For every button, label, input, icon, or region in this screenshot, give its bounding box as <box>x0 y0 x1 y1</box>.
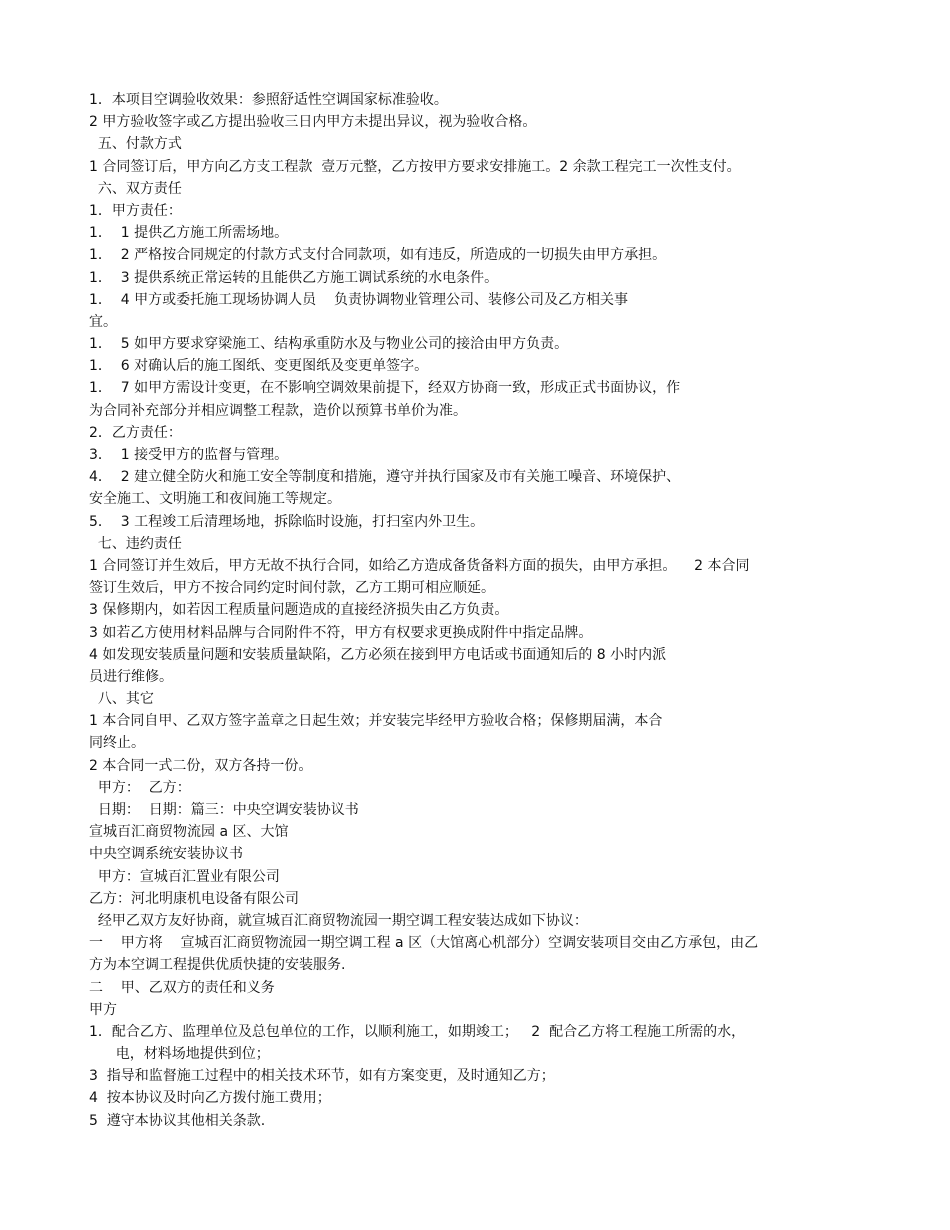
document-line: 一 甲方将 宣城百汇商贸物流园一期空调工程 a 区（大馆离心机部分）空调安装项目交由乙方承包，由乙 <box>89 935 759 952</box>
document-line: 宣城百汇商贸物流园 a 区、大馆 <box>89 824 289 841</box>
document-line: 甲方：宣城百汇置业有限公司 <box>89 868 280 885</box>
document-line: 2 本合同一式二份，双方各持一份。 <box>89 757 313 774</box>
document-line: 1．本项目空调验收效果：参照舒适性空调国家标准验收。 <box>89 92 448 108</box>
document-line: 4 按本协议及时向乙方拨付施工费用； <box>89 1090 331 1107</box>
document-line: 乙方：河北明康机电设备有限公司 <box>89 890 299 907</box>
document-line: 1．甲方责任： <box>89 202 182 219</box>
document-line: 5． 3 工程竣工后清理场地，拆除临时设施，打扫室内外卫生。 <box>89 513 485 530</box>
document-line: 宜。 <box>89 313 117 330</box>
document-line: 甲方： 乙方： <box>89 779 191 796</box>
document-line: 5 遵守本协议其他相关条款. <box>89 1112 266 1129</box>
document-line: 六、双方责任 <box>89 180 182 197</box>
document-line: 1． 4 甲方或委托施工现场协调人员 负责协调物业管理公司、装修公司及乙方相关事 <box>89 291 628 308</box>
document-line: 4 如发现安装质量问题和安装质量缺陷，乙方必须在接到甲方电话或书面通知后的 8 小时内派 <box>89 646 667 663</box>
document-line: 1 合同签订后，甲方向乙方支工程款 壹万元整，乙方按甲方要求安排施工。2 余款工程完工一次性支付。 <box>89 158 741 175</box>
document-line: 1． 3 提供系统正常运转的且能供乙方施工调试系统的水电条件。 <box>89 269 499 286</box>
document-line: 1．配合乙方、监理单位及总包单位的工作，以顺利施工，如期竣工； 2 配合乙方将工程施工所需的水， <box>89 1023 746 1040</box>
document-line: 3 指导和监督施工过程中的相关技术环节，如有方案变更，及时通知乙方； <box>89 1068 555 1085</box>
document-line: 3 如若乙方使用材料品牌与合同附件不符，甲方有权要求更换成附件中指定品牌。 <box>89 624 593 641</box>
document-line: 3． 1 接受甲方的监督与管理。 <box>89 447 289 463</box>
document-line: 1． 2 严格按合同规定的付款方式支付合同款项，如有违反，所造成的一切损失由甲方承担。 <box>89 247 667 264</box>
document-line: 2．乙方责任： <box>89 424 182 441</box>
document-line: 4． 2 建立健全防火和施工安全等制度和措施，遵守并执行国家及市有关施工噪音、环境保护、 <box>89 469 681 486</box>
document-line: 1． 5 如甲方要求穿梁施工、结构承重防水及与物业公司的接洽由甲方负责。 <box>89 336 569 353</box>
document-line: 1． 1 提供乙方施工所需场地。 <box>89 225 289 242</box>
document-line: 签订生效后，甲方不按合同约定时间付款，乙方工期可相应顺延。 <box>89 580 495 597</box>
document-line: 1 本合同自甲、乙双方签字盖章之日起生效；并安装完毕经甲方验收合格；保修期届满，本合 <box>89 713 663 730</box>
document-line: 日期： 日期：篇三：中央空调安装协议书 <box>89 802 359 818</box>
document-line: 甲方 <box>89 1001 117 1018</box>
document-line: 1． 7 如甲方需设计变更，在不影响空调效果前提下，经双方协商一致，形成正式书面协议，作 <box>89 380 681 397</box>
document-line: 经甲乙双方友好协商，就宣城百汇商贸物流园一期空调工程安装达成如下协议： <box>89 912 588 929</box>
document-line: 同终止。 <box>89 735 145 752</box>
document-line: 七、违约责任 <box>89 535 182 552</box>
document-line: 安全施工、文明施工和夜间施工等规定。 <box>89 491 341 508</box>
document-line: 五、付款方式 <box>89 136 182 153</box>
document-line: 1． 6 对确认后的施工图纸、变更图纸及变更单签字。 <box>89 358 429 375</box>
document-body <box>89 89 890 1132</box>
document-line: 2 甲方验收签字或乙方提出验收三日内甲方未提出异议，视为验收合格。 <box>89 114 537 131</box>
document-line: 1 合同签订并生效后，甲方无故不执行合同，如给乙方造成备货备料方面的损失，由甲方承担。 2 本合同 <box>89 557 750 574</box>
document-line: 中央空调系统安装协议书 <box>89 846 243 863</box>
document-line: 员进行维修。 <box>89 668 173 685</box>
document-line: 为合同补充部分并相应调整工程款，造价以预算书单价为准。 <box>89 402 467 419</box>
document-line: 二 甲、乙双方的责任和义务 <box>89 979 275 996</box>
document-line: 3 保修期内，如若因工程质量问题造成的直接经济损失由乙方负责。 <box>89 602 509 619</box>
document-line: 方为本空调工程提供优质快捷的安装服务. <box>89 957 346 974</box>
document-line: 八、其它 <box>89 691 154 708</box>
document-line: 电，材料场地提供到位； <box>89 1046 270 1063</box>
